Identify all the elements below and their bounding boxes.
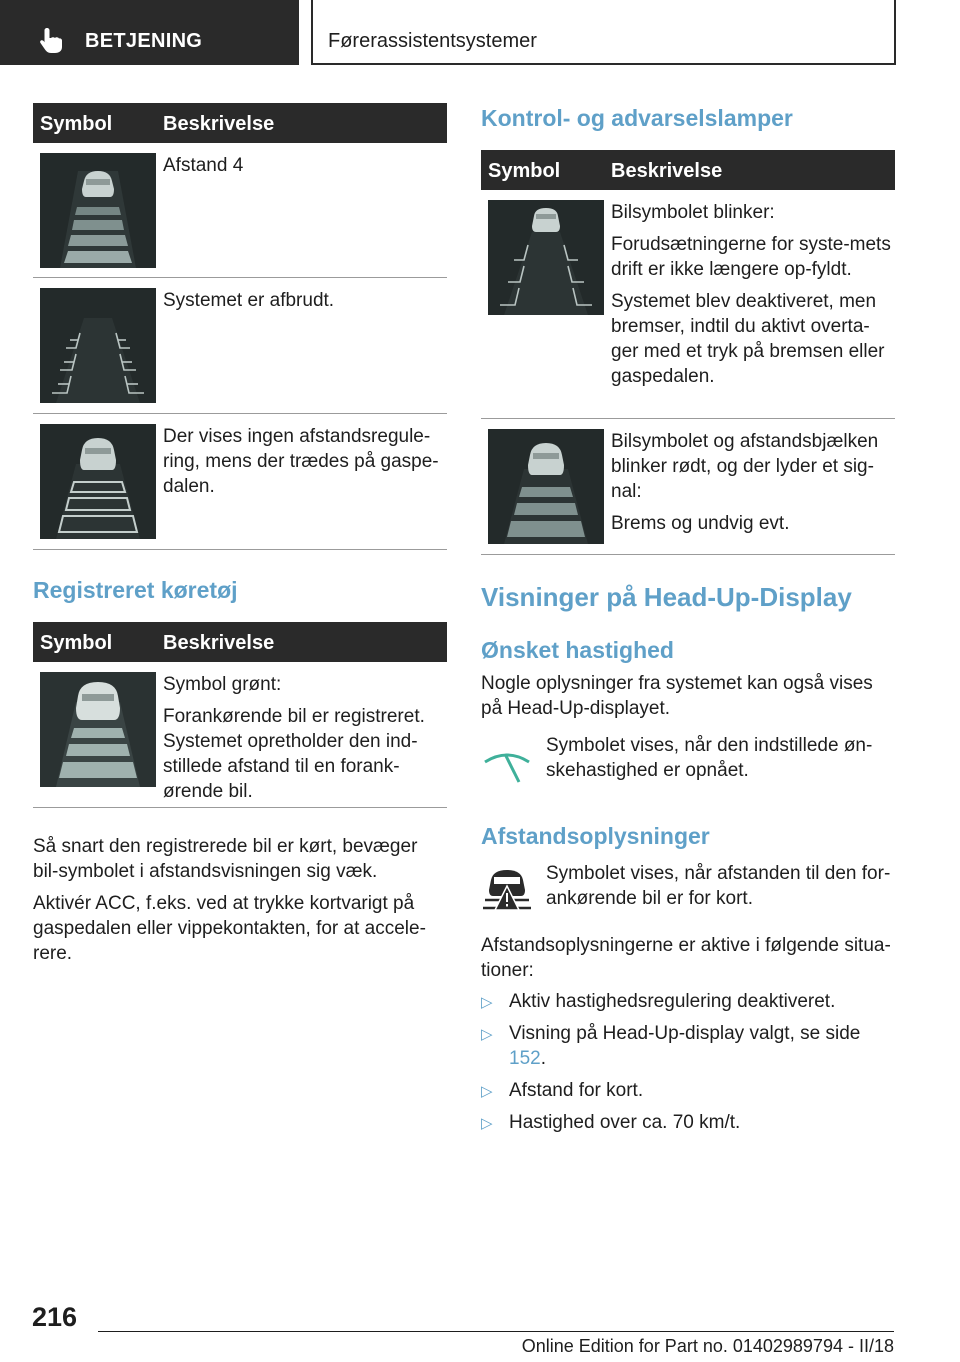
- list-item: ▷ Hastighed over ca. 70 km/t.: [481, 1110, 895, 1135]
- heading-registered-vehicle: Registreret køretøj: [33, 577, 238, 603]
- heading-desired-speed: Ønsket hastighed: [481, 637, 674, 663]
- col-symbol: Symbol: [488, 160, 561, 182]
- header-section-tab: [0, 0, 299, 65]
- acc-override-icon: [40, 424, 156, 539]
- bullet-triangle-icon: ▷: [481, 1026, 493, 1043]
- distance-conditions-list: [481, 989, 895, 1142]
- paragraph: Så snart den registrerede bil er kørt, bevæger bil-symbolet i afstandsvisningen sig væk.: [33, 836, 418, 882]
- table-row: [481, 190, 895, 419]
- row-description: Bilsymbolet blinker: Forudsætningerne for syste-mets drift er ikke længere op-fyldt. Systemet blev deaktiveret, men bremser, indtil du aktivt overta-ger med et tryk på bremsen eller gaspedalen.: [611, 202, 891, 387]
- heading-hud: Visninger på Head-Up-Display: [481, 582, 852, 612]
- table-row: [33, 278, 447, 414]
- bullet-triangle-icon: ▷: [481, 994, 493, 1011]
- list-item: ▷ Afstand for kort.: [481, 1078, 895, 1103]
- page-reference-link[interactable]: 152: [509, 1048, 541, 1069]
- hand-icon: [38, 26, 64, 54]
- row-description: Afstand 4: [163, 155, 244, 176]
- table-row: [481, 419, 895, 555]
- row-description: Bilsymbolet og afstandsbjælken blinker rødt, og der lyder et sig-nal: Brems og undvig evt.: [611, 431, 879, 534]
- warning-symbol-table: [481, 150, 895, 555]
- speed-symbol-text: Symbolet vises, når den indstillede øn-skehastighed er opnået.: [546, 735, 873, 781]
- row-description: Systemet er afbrudt.: [163, 290, 335, 311]
- col-description: Beskrivelse: [611, 160, 723, 182]
- heading-distance-info: Afstandsoplysninger: [481, 823, 710, 849]
- row-description: Der vises ingen afstandsregule-ring, mens der trædes på gaspe-dalen.: [163, 426, 439, 497]
- row-description: Symbol grønt: Forankørende bil er registreret. Systemet opretholder den ind-stillede afstand til en forank-ørende bil.: [163, 674, 425, 802]
- table-row: [33, 414, 447, 550]
- distance-warning-hud-icon: [481, 864, 533, 914]
- table-row: [33, 143, 447, 278]
- acc-interrupted-icon: [40, 288, 156, 403]
- bullet-triangle-icon: ▷: [481, 1115, 493, 1132]
- page-number: 216: [32, 1302, 78, 1332]
- footer-edition: Online Edition for Part no. 01402989794 - II/18: [521, 1336, 894, 1356]
- heading-warning-lamps: Kontrol- og advarselslamper: [481, 105, 793, 131]
- chapter-title: Førerassistentsystemer: [328, 30, 537, 52]
- table-header: [33, 622, 447, 662]
- paragraph: Aktivér ACC, f.eks. ved at trykke kortvarigt på gaspedalen eller vippekontakten, for at accele-rere.: [33, 893, 426, 964]
- registered-symbol-table: [33, 622, 447, 808]
- footer-rule: [98, 1331, 894, 1332]
- desired-speed-hud-icon: [481, 740, 533, 788]
- distance-symbol-table: [33, 103, 447, 550]
- left-paragraphs: [33, 834, 447, 973]
- list-item: ▷ Visning på Head-Up-display valgt, se side 152.: [481, 1023, 861, 1069]
- col-description: Beskrivelse: [163, 113, 275, 135]
- distance-intro: Afstandsoplysningerne er aktive i følgende situa-tioner:: [481, 935, 891, 981]
- section-title: BETJENING: [85, 30, 203, 52]
- acc-blinking-vehicle-icon: [488, 200, 604, 315]
- bullet-triangle-icon: ▷: [481, 1083, 493, 1100]
- acc-vehicle-detected-icon: [40, 672, 156, 787]
- table-header: [481, 150, 895, 190]
- table-header: [33, 103, 447, 143]
- header-chapter-box: [311, 0, 896, 65]
- acc-red-warning-icon: [488, 429, 604, 544]
- col-description: Beskrivelse: [163, 632, 275, 654]
- distance-symbol-text: Symbolet vises, når afstanden til den for-ankørende bil er for kort.: [546, 863, 891, 909]
- speed-intro: Nogle oplysninger fra systemet kan også vises på Head-Up-displayet.: [481, 673, 873, 719]
- col-symbol: Symbol: [40, 632, 113, 654]
- col-symbol: Symbol: [40, 113, 113, 135]
- list-item: ▷ Aktiv hastighedsregulering deaktiveret.: [481, 989, 895, 1014]
- table-row: [33, 662, 447, 808]
- acc-distance-4-icon: [40, 153, 156, 268]
